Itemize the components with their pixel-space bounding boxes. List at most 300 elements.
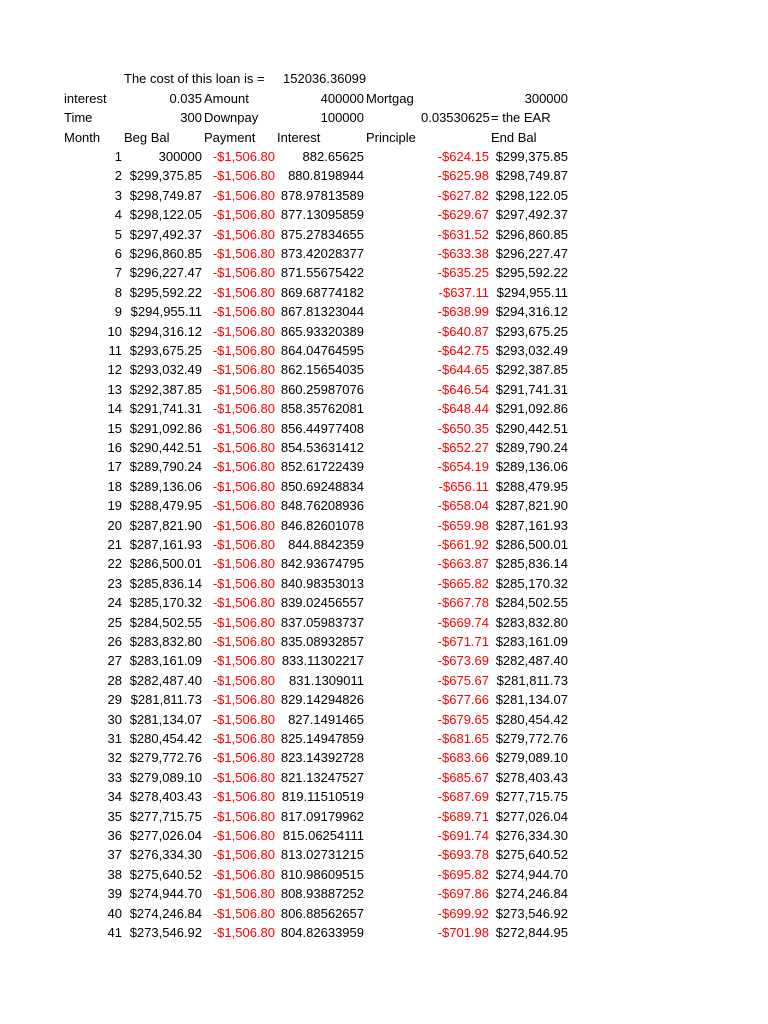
cell-beg-bal: 300000 [158, 149, 202, 164]
table-row [0, 205, 768, 224]
cell-end-bal: $281,811.73 [496, 672, 568, 688]
cell-interest: 833.11302217 [281, 653, 364, 669]
cell-interest: 875.27834655 [280, 226, 364, 242]
cell-beg-bal: $292,387.85 [129, 381, 202, 397]
cell-month: 1 [114, 149, 122, 164]
column-header-principle: Principle [366, 130, 416, 145]
table-row [0, 613, 768, 632]
cell-payment: -$1,506.80 [212, 187, 275, 203]
cell-end-bal: $297,492.37 [495, 207, 568, 223]
table-row [0, 360, 768, 379]
table-row [0, 283, 768, 302]
cell-beg-bal: $273,546.92 [129, 925, 202, 940]
cell-beg-bal: $283,832.80 [129, 634, 202, 649]
cell-interest: 817.09179962 [280, 808, 364, 824]
cell-principle: -$679.65 [437, 711, 489, 727]
column-header-interest: Interest [277, 130, 321, 145]
cell-beg-bal: $298,122.05 [129, 207, 202, 223]
cell-principle: -$631.52 [437, 226, 489, 242]
cell-interest: 848.76208936 [280, 498, 364, 514]
cell-payment: -$1,506.80 [212, 711, 275, 727]
cell-month: 26 [107, 634, 122, 649]
cell-end-bal: $272,844.95 [495, 925, 568, 940]
cell-month: 18 [107, 478, 122, 494]
cell-month: 21 [107, 537, 122, 552]
cell-beg-bal: $277,715.75 [129, 808, 202, 824]
cell-interest: 810.98609515 [280, 866, 364, 882]
cell-beg-bal: $289,790.24 [129, 459, 202, 475]
cell-principle: -$687.69 [437, 789, 489, 805]
cell-month: 23 [107, 575, 122, 591]
cell-beg-bal: $287,161.93 [129, 537, 202, 552]
table-row [0, 651, 768, 670]
cell-principle: -$635.25 [437, 265, 489, 281]
table-row [0, 690, 768, 709]
cell-beg-bal: $279,772.76 [129, 750, 202, 766]
cell-month: 17 [107, 459, 122, 475]
cell-end-bal: $287,161.93 [495, 517, 568, 533]
cell-interest: 854.53631412 [280, 440, 364, 455]
table-row [0, 380, 768, 399]
cell-payment: -$1,506.80 [212, 653, 275, 669]
table-row [0, 826, 768, 845]
cell-principle: -$646.54 [437, 381, 489, 397]
cell-month: 27 [107, 653, 122, 669]
cell-beg-bal: $293,032.49 [129, 362, 202, 378]
time-value: 300 [180, 110, 202, 125]
table-row [0, 710, 768, 729]
cell-interest: 815.06254111 [282, 828, 364, 843]
table-row [0, 186, 768, 205]
cell-month: 31 [107, 731, 122, 746]
cell-end-bal: $282,487.40 [495, 653, 568, 669]
table-row [0, 923, 768, 942]
cell-month: 9 [114, 304, 122, 320]
cell-payment: -$1,506.80 [212, 556, 275, 572]
cell-payment: -$1,506.80 [212, 478, 275, 494]
cell-beg-bal: $291,092.86 [129, 420, 202, 436]
cost-label: The cost of this loan is = [124, 71, 265, 86]
cell-payment: -$1,506.80 [212, 672, 275, 688]
table-row [0, 535, 768, 554]
cell-month: 16 [107, 440, 122, 455]
cell-month: 32 [107, 750, 122, 766]
cell-end-bal: $275,640.52 [495, 847, 568, 863]
cell-payment: -$1,506.80 [212, 731, 275, 746]
cell-beg-bal: $279,089.10 [129, 769, 202, 785]
cell-interest: 862.15654035 [280, 362, 364, 378]
cell-interest: 873.42028377 [280, 246, 364, 261]
cell-payment: -$1,506.80 [212, 381, 275, 397]
cell-month: 34 [107, 789, 122, 805]
cell-principle: -$665.82 [437, 575, 489, 591]
cell-end-bal: $276,334.30 [495, 828, 568, 843]
table-row [0, 263, 768, 282]
cell-beg-bal: $286,500.01 [129, 556, 202, 572]
cell-beg-bal: $295,592.22 [129, 284, 202, 300]
cell-principle: -$673.69 [437, 653, 489, 669]
cell-principle: -$681.65 [437, 731, 489, 746]
table-row [0, 166, 768, 185]
cell-end-bal: $283,161.09 [495, 634, 568, 649]
cell-payment: -$1,506.80 [212, 537, 275, 552]
cell-principle: -$689.71 [437, 808, 489, 824]
cell-payment: -$1,506.80 [212, 207, 275, 223]
cell-month: 39 [107, 886, 122, 902]
cell-end-bal: $279,089.10 [495, 750, 568, 766]
cell-month: 36 [107, 828, 122, 843]
cell-principle: -$656.11 [438, 478, 489, 494]
cell-month: 37 [107, 847, 122, 863]
cell-interest: 850.69248834 [280, 478, 364, 494]
cell-beg-bal: $285,836.14 [129, 575, 202, 591]
cell-principle: -$640.87 [437, 323, 489, 339]
cell-payment: -$1,506.80 [212, 168, 275, 184]
cell-interest: 878.97813589 [280, 187, 364, 203]
cell-interest: 846.82601078 [280, 517, 364, 533]
table-row [0, 341, 768, 360]
cell-principle: -$685.67 [437, 769, 489, 785]
cell-end-bal: $285,170.32 [495, 575, 568, 591]
cell-beg-bal: $294,955.11 [130, 304, 202, 320]
cell-principle: -$693.78 [437, 847, 489, 863]
cell-month: 11 [108, 343, 122, 358]
cell-principle: -$669.74 [437, 614, 489, 630]
cell-payment: -$1,506.80 [212, 323, 275, 339]
table-row [0, 865, 768, 884]
table-row [0, 419, 768, 438]
cell-interest: 864.04764595 [280, 343, 364, 358]
cell-principle: -$661.92 [437, 537, 489, 552]
mortgage-label: Mortgag [366, 91, 414, 106]
cell-interest: 877.13095859 [280, 207, 364, 223]
cell-end-bal: $293,032.49 [495, 343, 568, 358]
cell-interest: 806.88562657 [280, 905, 364, 921]
cell-principle: -$627.82 [437, 187, 489, 203]
cell-payment: -$1,506.80 [212, 866, 275, 882]
mortgage-value: 300000 [524, 91, 568, 106]
cell-end-bal: $291,092.86 [495, 401, 568, 417]
interest-label: interest [64, 91, 107, 106]
cell-payment: -$1,506.80 [212, 362, 275, 378]
cell-interest: 867.81323044 [280, 304, 364, 320]
cell-month: 40 [107, 905, 122, 921]
cell-month: 10 [107, 323, 122, 339]
cell-end-bal: $298,122.05 [495, 187, 568, 203]
cell-principle: -$642.75 [437, 343, 489, 358]
cell-principle: -$637.11 [438, 284, 489, 300]
cell-end-bal: $274,944.70 [495, 866, 568, 882]
cell-principle: -$633.38 [437, 246, 489, 261]
cell-interest: 871.55675422 [280, 265, 364, 281]
table-row [0, 322, 768, 341]
cell-interest: 840.98353013 [280, 575, 364, 591]
cell-principle: -$648.44 [437, 401, 489, 417]
cell-end-bal: $287,821.90 [495, 498, 568, 514]
cell-end-bal: $281,134.07 [495, 692, 568, 708]
cell-month: 19 [107, 498, 122, 514]
cell-payment: -$1,506.80 [212, 905, 275, 921]
cell-beg-bal: $297,492.37 [129, 226, 202, 242]
cell-principle: -$658.04 [437, 498, 489, 514]
cell-end-bal: $284,502.55 [495, 595, 568, 611]
table-row [0, 884, 768, 903]
table-row [0, 807, 768, 826]
cell-month: 22 [107, 556, 122, 572]
cell-payment: -$1,506.80 [212, 343, 275, 358]
cell-interest: 860.25987076 [280, 381, 364, 397]
downpay-value: 100000 [320, 110, 364, 125]
cell-interest: 819.11510519 [281, 789, 364, 805]
cell-beg-bal: $277,026.04 [129, 828, 202, 843]
cell-end-bal: $285,836.14 [495, 556, 568, 572]
cell-interest: 825.14947859 [280, 731, 364, 746]
cell-month: 13 [107, 381, 122, 397]
table-row [0, 632, 768, 651]
cell-month: 14 [107, 401, 122, 417]
cell-month: 30 [107, 711, 122, 727]
cell-principle: -$652.27 [437, 440, 489, 455]
cell-principle: -$644.65 [437, 362, 489, 378]
cell-payment: -$1,506.80 [212, 614, 275, 630]
table-row [0, 244, 768, 263]
cell-payment: -$1,506.80 [212, 886, 275, 902]
cell-payment: -$1,506.80 [212, 226, 275, 242]
amount-label: Amount [204, 91, 249, 106]
cell-beg-bal: $296,860.85 [129, 246, 202, 261]
table-row [0, 225, 768, 244]
cell-interest: 827.1491465 [288, 711, 364, 727]
table-row [0, 787, 768, 806]
cell-payment: -$1,506.80 [212, 401, 275, 417]
cell-end-bal: $290,442.51 [495, 420, 568, 436]
cell-principle: -$675.67 [437, 672, 489, 688]
cell-payment: -$1,506.80 [212, 808, 275, 824]
table-row [0, 904, 768, 923]
cell-principle: -$701.98 [437, 925, 489, 940]
cell-principle: -$697.86 [437, 886, 489, 902]
cell-end-bal: $296,860.85 [495, 226, 568, 242]
cell-beg-bal: $283,161.09 [129, 653, 202, 669]
cell-month: 8 [114, 284, 122, 300]
table-row [0, 477, 768, 496]
table-row [0, 554, 768, 573]
cell-payment: -$1,506.80 [212, 692, 275, 708]
cell-month: 41 [107, 925, 122, 940]
cell-beg-bal: $278,403.43 [129, 789, 202, 805]
cell-beg-bal: $294,316.12 [129, 323, 202, 339]
cell-beg-bal: $293,675.25 [129, 343, 202, 358]
cell-interest: 842.93674795 [280, 556, 364, 572]
table-row [0, 768, 768, 787]
cell-month: 29 [107, 692, 122, 708]
table-row [0, 845, 768, 864]
cell-principle: -$671.71 [437, 634, 489, 649]
cell-beg-bal: $274,246.84 [129, 905, 202, 921]
cell-payment: -$1,506.80 [212, 925, 275, 940]
cell-month: 24 [107, 595, 122, 611]
cell-beg-bal: $288,479.95 [129, 498, 202, 514]
cell-principle: -$638.99 [437, 304, 489, 320]
cell-beg-bal: $275,640.52 [129, 866, 202, 882]
cell-interest: 821.13247527 [280, 769, 364, 785]
table-row [0, 748, 768, 767]
cell-end-bal: $292,387.85 [495, 362, 568, 378]
cell-beg-bal: $276,334.30 [129, 847, 202, 863]
cell-end-bal: $277,715.75 [495, 789, 568, 805]
cell-interest: 813.02731215 [280, 847, 364, 863]
cell-interest: 844.8842359 [288, 537, 364, 552]
cell-principle: -$691.74 [437, 828, 489, 843]
cell-end-bal: $291,741.31 [495, 381, 568, 397]
cell-payment: -$1,506.80 [212, 575, 275, 591]
cell-month: 20 [107, 517, 122, 533]
cell-month: 15 [107, 420, 122, 436]
table-row [0, 302, 768, 321]
cell-end-bal: $278,403.43 [495, 769, 568, 785]
cell-principle: -$683.66 [437, 750, 489, 766]
table-row [0, 729, 768, 748]
ear-value: 0.03530625 [421, 110, 490, 125]
cell-end-bal: $293,675.25 [495, 323, 568, 339]
cell-interest: 829.14294826 [280, 692, 364, 708]
cell-end-bal: $294,955.11 [496, 284, 568, 300]
cell-interest: 865.93320389 [280, 323, 364, 339]
cell-month: 12 [107, 362, 122, 378]
cell-beg-bal: $281,134.07 [129, 711, 202, 727]
cell-beg-bal: $285,170.32 [129, 595, 202, 611]
cell-end-bal: $279,772.76 [495, 731, 568, 746]
cell-payment: -$1,506.80 [212, 246, 275, 261]
column-header-end-bal: End Bal [491, 130, 537, 145]
cell-end-bal: $288,479.95 [495, 478, 568, 494]
cell-beg-bal: $282,487.40 [129, 672, 202, 688]
cell-principle: -$695.82 [437, 866, 489, 882]
cell-payment: -$1,506.80 [212, 265, 275, 281]
column-header-payment: Payment [204, 130, 256, 145]
cell-payment: -$1,506.80 [212, 847, 275, 863]
cell-principle: -$650.35 [437, 420, 489, 436]
cell-payment: -$1,506.80 [212, 420, 275, 436]
cell-payment: -$1,506.80 [212, 149, 275, 164]
table-row [0, 574, 768, 593]
cell-beg-bal: $299,375.85 [129, 168, 202, 184]
cell-interest: 839.02456557 [280, 595, 364, 611]
cell-interest: 835.08932857 [280, 634, 364, 649]
cell-month: 2 [114, 168, 122, 184]
cell-interest: 808.93887252 [280, 886, 364, 902]
cell-beg-bal: $274,944.70 [129, 886, 202, 902]
cell-end-bal: $294,316.12 [495, 304, 568, 320]
table-row [0, 671, 768, 690]
cell-interest: 823.14392728 [280, 750, 364, 766]
cell-principle: -$625.98 [437, 168, 489, 184]
cell-interest: 882.65625 [302, 149, 364, 164]
cell-interest: 880.8198944 [288, 168, 364, 184]
cell-interest: 858.35762081 [280, 401, 364, 417]
cell-payment: -$1,506.80 [212, 769, 275, 785]
cell-month: 33 [107, 769, 122, 785]
cell-beg-bal: $289,136.06 [129, 478, 202, 494]
table-row [0, 147, 768, 166]
cell-payment: -$1,506.80 [212, 284, 275, 300]
cost-value: 152036.36099 [283, 71, 367, 86]
cell-interest: 856.44977408 [280, 420, 364, 436]
cell-principle: -$663.87 [437, 556, 489, 572]
table-row [0, 457, 768, 476]
cell-payment: -$1,506.80 [212, 828, 275, 843]
cell-interest: 831.1309011 [289, 672, 364, 688]
amount-value: 400000 [320, 91, 364, 106]
cell-beg-bal: $281,811.73 [130, 692, 202, 708]
cell-payment: -$1,506.80 [212, 304, 275, 320]
cell-end-bal: $274,246.84 [495, 886, 568, 902]
cell-principle: -$677.66 [437, 692, 489, 708]
cell-payment: -$1,506.80 [212, 595, 275, 611]
time-label: Time [64, 110, 93, 125]
cell-month: 35 [107, 808, 122, 824]
cell-end-bal: $295,592.22 [495, 265, 568, 281]
cell-principle: -$667.78 [437, 595, 489, 611]
column-header-month: Month [64, 130, 101, 145]
downpay-label: Downpay [204, 110, 259, 125]
cell-principle: -$659.98 [437, 517, 489, 533]
cell-beg-bal: $291,741.31 [129, 401, 202, 417]
cell-end-bal: $299,375.85 [495, 149, 568, 164]
cell-end-bal: $283,832.80 [495, 614, 568, 630]
cell-interest: 837.05983737 [280, 614, 364, 630]
table-row [0, 593, 768, 612]
cell-end-bal: $298,749.87 [495, 168, 568, 184]
cell-month: 7 [114, 265, 122, 281]
cell-month: 25 [107, 614, 122, 630]
cell-principle: -$699.92 [437, 905, 489, 921]
cell-month: 38 [107, 866, 122, 882]
cell-principle: -$629.67 [437, 207, 489, 223]
cell-end-bal: $289,136.06 [495, 459, 568, 475]
cell-beg-bal: $290,442.51 [129, 440, 202, 455]
cell-end-bal: $296,227.47 [495, 246, 568, 261]
cell-end-bal: $280,454.42 [495, 711, 568, 727]
cell-payment: -$1,506.80 [212, 440, 275, 455]
cell-beg-bal: $284,502.55 [129, 614, 202, 630]
table-row [0, 399, 768, 418]
cell-beg-bal: $298,749.87 [129, 187, 202, 203]
cell-month: 4 [114, 207, 122, 223]
table-row [0, 516, 768, 535]
cell-payment: -$1,506.80 [212, 459, 275, 475]
interest-value: 0.035 [169, 91, 202, 106]
cell-month: 3 [114, 187, 122, 203]
ear-label: = the EAR [491, 110, 551, 125]
cell-beg-bal: $287,821.90 [129, 517, 202, 533]
cell-end-bal: $286,500.01 [495, 537, 568, 552]
cell-beg-bal: $280,454.42 [129, 731, 202, 746]
cell-beg-bal: $296,227.47 [129, 265, 202, 281]
cell-end-bal: $273,546.92 [495, 905, 568, 921]
cell-month: 5 [114, 226, 122, 242]
cell-payment: -$1,506.80 [212, 750, 275, 766]
cell-interest: 869.68774182 [280, 284, 364, 300]
cell-month: 6 [114, 246, 122, 261]
cell-interest: 852.61722439 [280, 459, 364, 475]
cell-payment: -$1,506.80 [212, 517, 275, 533]
cell-payment: -$1,506.80 [212, 789, 275, 805]
cell-end-bal: $289,790.24 [495, 440, 568, 455]
cell-interest: 804.82633959 [280, 925, 364, 940]
table-row [0, 496, 768, 515]
cell-payment: -$1,506.80 [212, 634, 275, 649]
